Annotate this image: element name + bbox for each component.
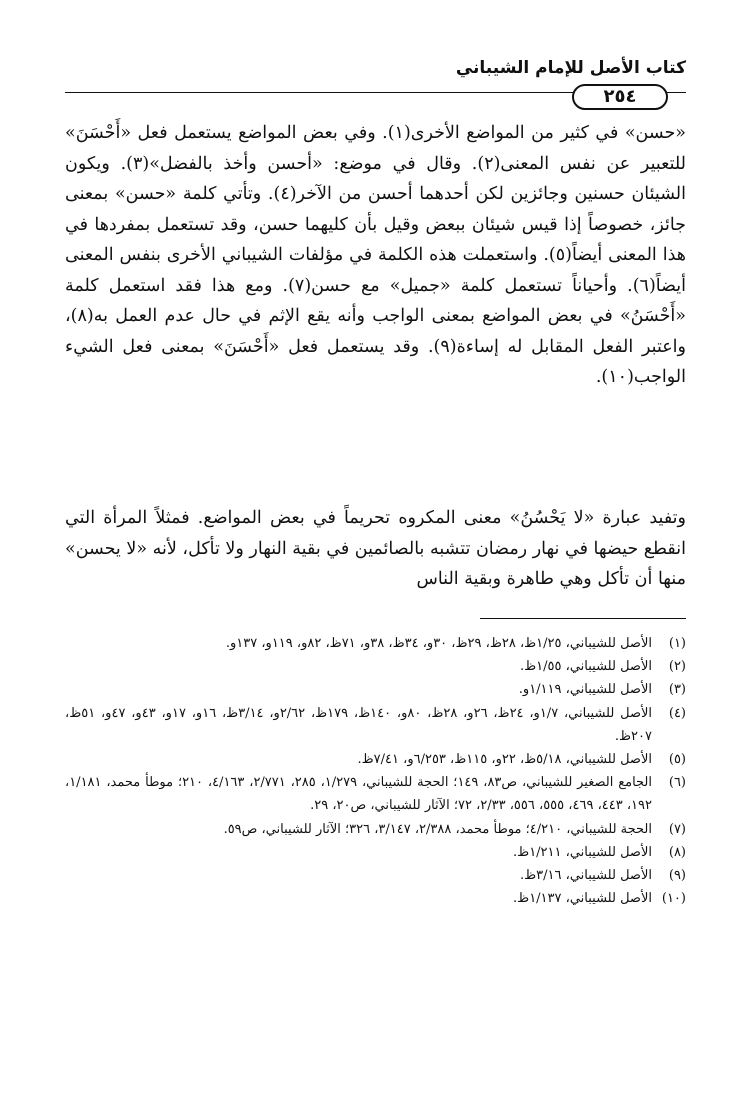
body-paragraph-1: [65, 118, 686, 393]
footnote-item: [65, 748, 686, 771]
footnote-number: (٦): [668, 775, 686, 791]
footnote-number: (٣): [668, 682, 686, 698]
body-paragraph-2: [65, 503, 686, 595]
footnote-number: (٨): [668, 844, 686, 860]
footnote-separator: [480, 618, 686, 619]
footnote-text: الأصل للشيباني، ١/١٣٧ظ.: [513, 891, 652, 907]
paragraph-text: «حسن» في كثير من المواضع الأخرى(١). وفي بعض المواضع يستعمل فعل «أَحْسَنَ» للتعبير عن نفس المعنى(٢). وقال في موضع: «أحسن وأخذ بالفضل»(٣). ويكون الشيئان حسنين وجائزين لكن أحدهما أحسن من الآخر(٤). وتأتي كلمة «حسن» بمعنى جائز، خصوصاً إذا قيس شيئان ببعض وقيل بأن كليهما حسن، وقد تستعمل بمفردها في هذا المعنى أيضاً(٥). واستعملت هذه الكلمة في مؤلفات الشيباني الأخرى بنفس المعنى أيضاً(٦). وأحياناً تستعمل كلمة «جميل» مع حسن(٧). ومع هذا فقد استعمل كلمة «أَحْسَنُ» في بعض المواضع بمعنى الواجب وأنه يقع الإثم في حال عدم العمل به(٨)، واعتبر الفعل المقابل له إساءة(٩). وقد يستعمل فعل «أَحْسَنَ» بمعنى فعل الشيء الواجب(١٠).: [65, 123, 687, 387]
footnote-number: (١٠): [661, 891, 686, 907]
footnote-text: الجامع الصغير للشيباني، ص٨٣، ١٤٩؛ الحجة للشيباني، ١/٢٧٩، ٢٨٥، ٢/٧٧١، ٤/١٦٣، ٢١٠؛ موطأ محمد، ١/١٨١، ١٩٢، ٤٤٣، ٤٦٩، ٥٥٥، ٥٥٦، ٢/٣٣، ٧٢؛ الآثار للشيباني، ص٢٠، ٢٩.: [65, 775, 653, 814]
footnote-text: الأصل للشيباني، ١/٢١١ظ.: [513, 844, 652, 860]
page-number-badge: ٢٥٤: [572, 84, 668, 110]
footnote-item: [65, 864, 686, 887]
footnote-text: الأصل للشيباني، ١/١١٩و.: [518, 682, 652, 698]
footnote-item: [65, 841, 686, 864]
footnotes-section: [65, 632, 686, 910]
footnote-item: [65, 702, 686, 748]
footnote-text: الحجة للشيباني، ٤/٢١٠؛ موطأ محمد، ٢/٣٨٨، ٣/١٤٧، ٣٢٦؛ الآثار للشيباني، ص٥٩.: [223, 821, 652, 837]
footnote-number: (٧): [668, 821, 686, 837]
footnote-text: الأصل للشيباني، ١/٥٥ظ.: [520, 659, 652, 675]
footnote-item: [65, 771, 686, 817]
footnote-number: (٥): [668, 752, 686, 768]
footnote-item: [65, 678, 686, 701]
footnote-item: [65, 818, 686, 841]
footnote-text: الأصل للشيباني، ١/٢٥ظ، ٢٨ظ، ٢٩ظ، ٣٠و، ٣٤ظ، ٣٨و، ٧١ظ، ٨٢و، ١١٩و، ١٣٧و.: [225, 636, 652, 651]
footnote-number: (٤): [668, 705, 686, 721]
footnote-item: [65, 655, 686, 678]
footnote-number: (٢): [668, 659, 686, 675]
footnote-text: الأصل للشيباني، ٣/١٦ظ.: [520, 868, 652, 884]
footnote-item: [65, 887, 686, 910]
footnote-text: الأصل للشيباني، ٥/١٨ظ، ٢٢و، ١١٥ظ، ٦/٢٥٣و، ٧/٤١ظ.: [357, 752, 652, 768]
running-header-title: كتاب الأصل للإمام الشيباني: [455, 58, 686, 78]
footnote-text: الأصل للشيباني، ١/٧و، ٢٤ظ، ٢٦و، ٢٨ظ، ٨٠و، ١٤٠ظ، ١٧٩ظ، ٢/٦٢و، ٣/١٤ظ، ١٦و، ١٧و، ٤٣و، ٤٧و، ٥١ظ، ٢٠٧ظ.: [65, 705, 653, 744]
footnote-number: (١): [668, 636, 686, 651]
paragraph-text: وتفيد عبارة «لا يَحْسُنُ» معنى المكروه تحريماً في بعض المواضع. فمثلاً المرأة التي انقطع حيضها في نهار رمضان تتشبه بالصائمين في بقية النهار ولا تأكل، لأنه «لا يحسن» منها أن تأكل وهي طاهرة وبقية الناس: [65, 508, 686, 589]
footnote-number: (٩): [668, 868, 686, 884]
footnote-item: [65, 632, 686, 655]
